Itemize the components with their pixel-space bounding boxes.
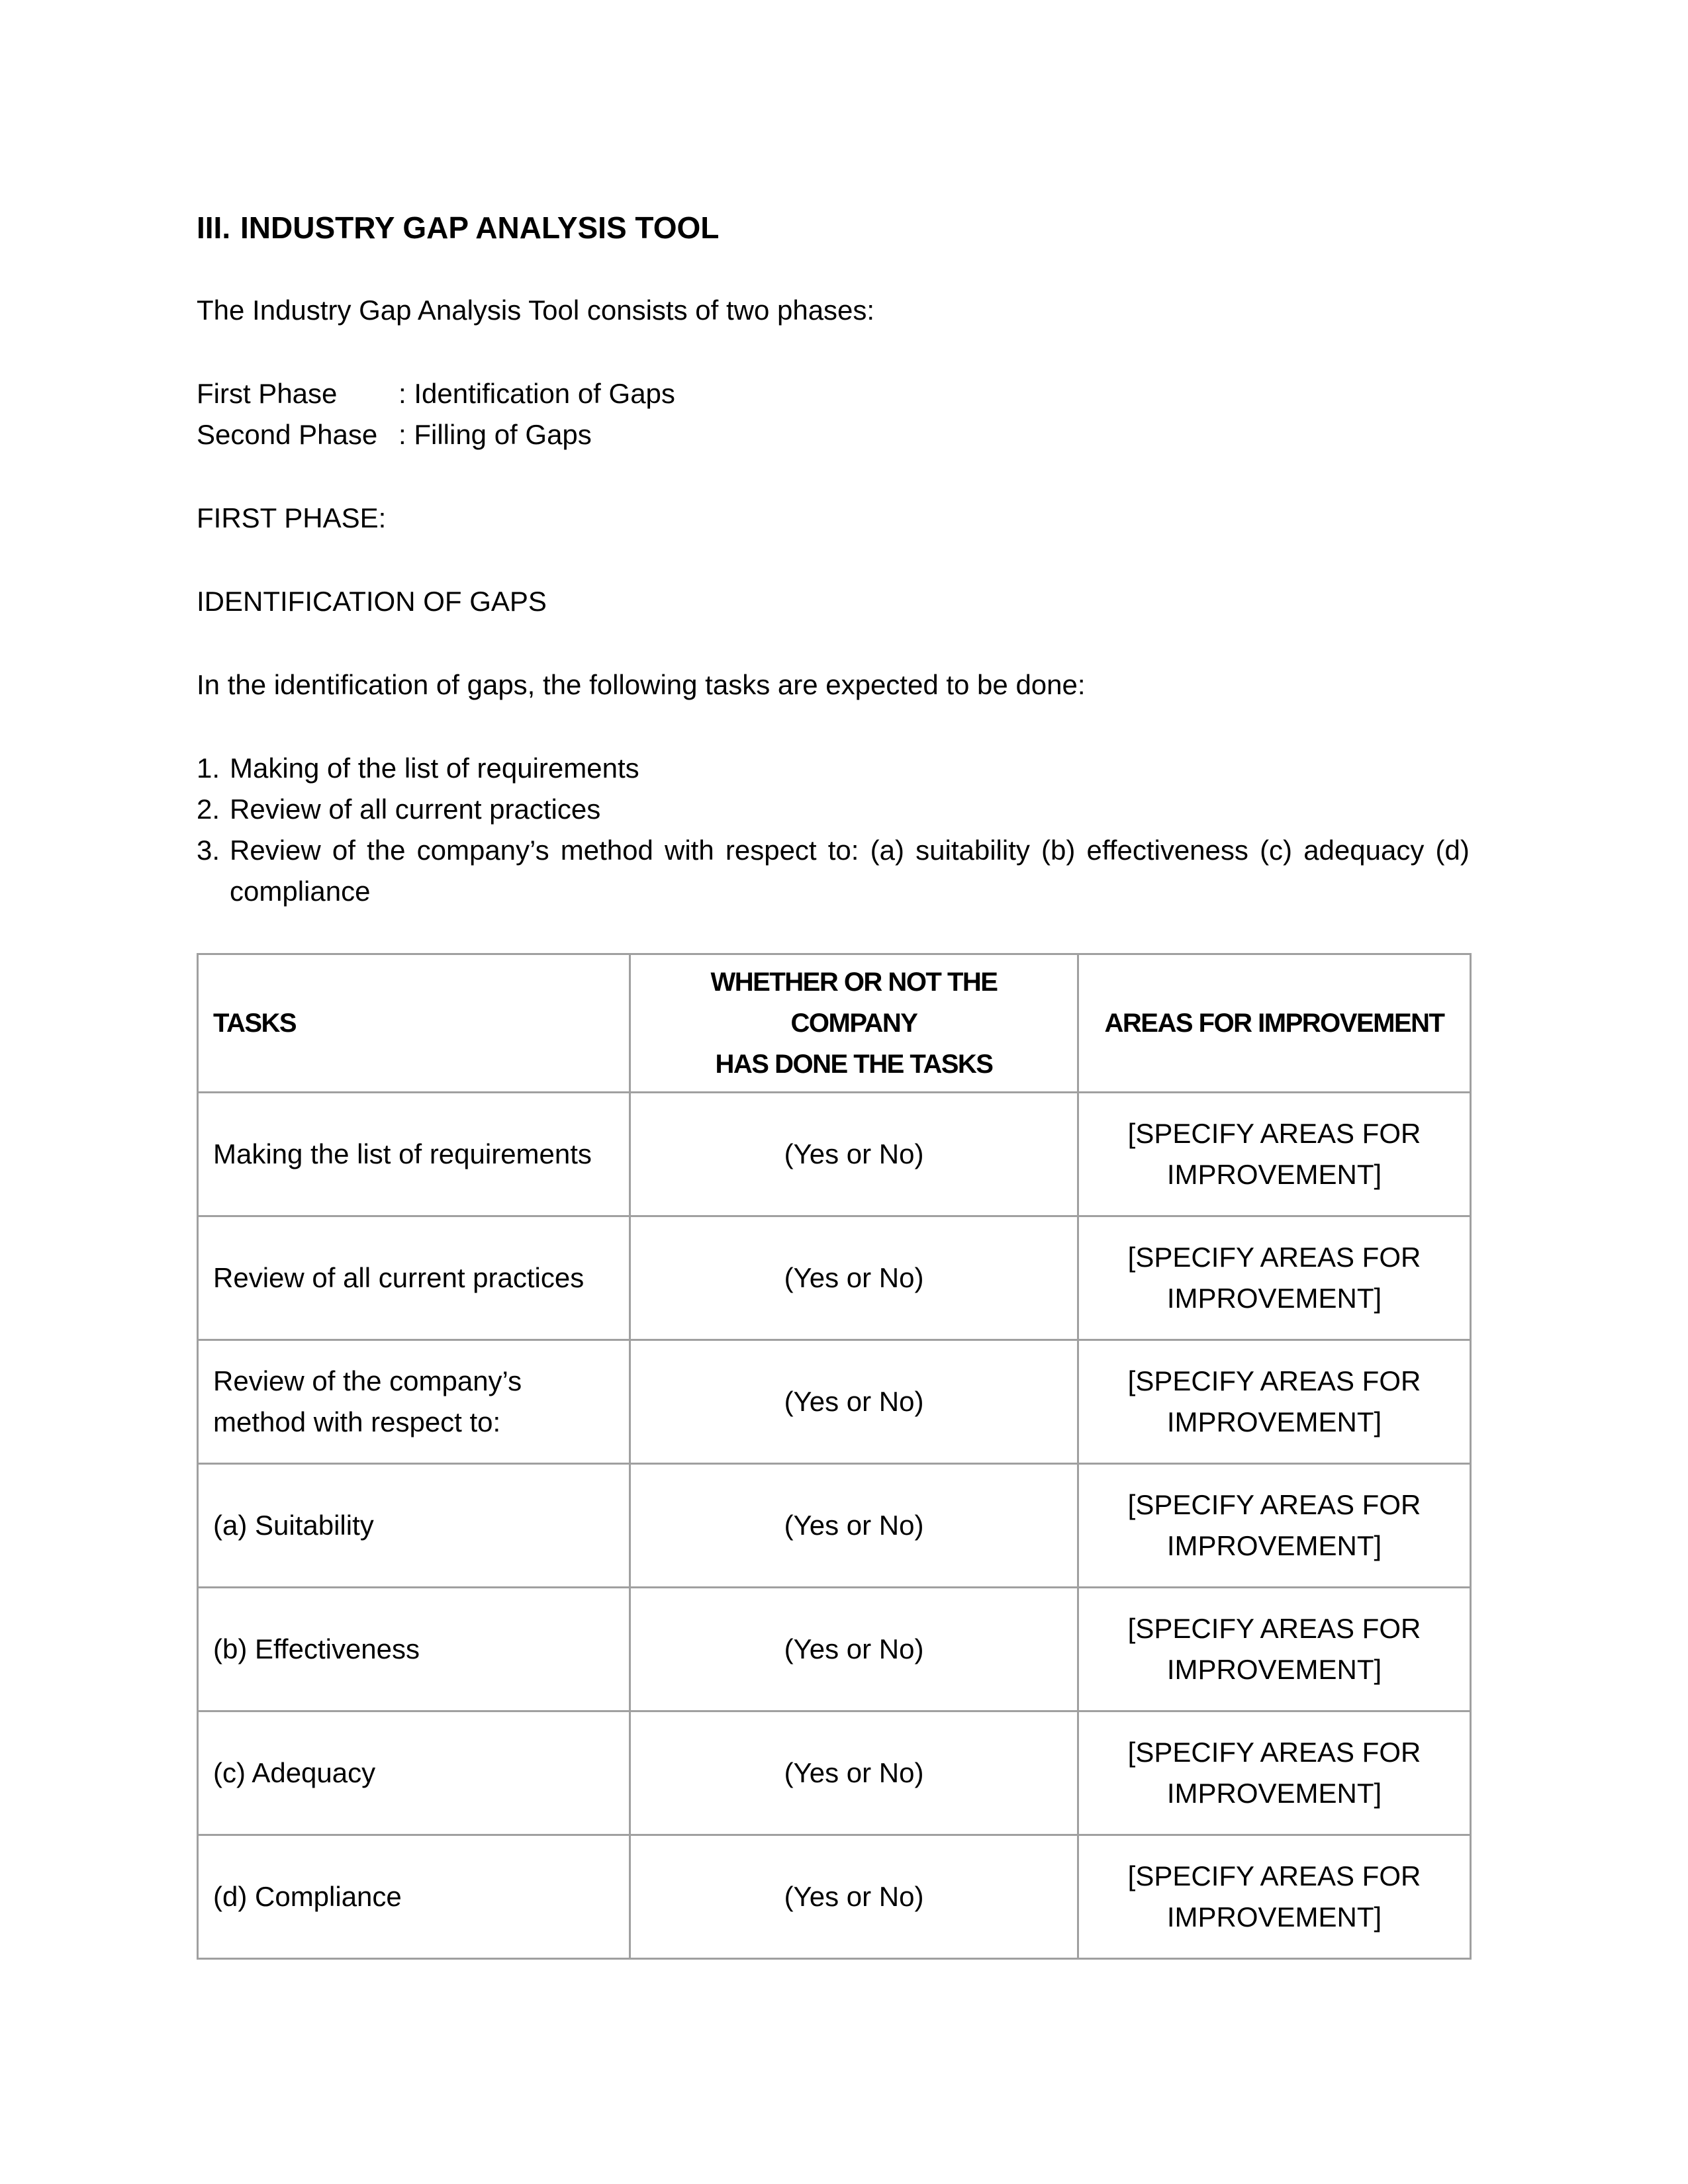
intro-paragraph: The Industry Gap Analysis Tool consists of two phases: — [197, 295, 875, 326]
task-item-text-line1: Review of the company’s method with respect to: (a) suitability (b) effectiveness (c) adequacy (d) — [230, 835, 1470, 866]
task-item-2 — [197, 789, 1470, 830]
header-company-done-line1: WHETHER OR NOT THE COMPANY — [710, 968, 998, 1038]
cell-done: (Yes or No) — [630, 1464, 1078, 1588]
phase-line-second — [197, 414, 1470, 455]
cell-done: (Yes or No) — [630, 1340, 1078, 1464]
cell-improvement: [SPECIFY AREAS FOR IMPROVEMENT] — [1078, 1588, 1471, 1711]
page-title-number: III. — [197, 210, 231, 245]
cell-improvement: [SPECIFY AREAS FOR IMPROVEMENT] — [1078, 1835, 1471, 1959]
header-areas-improvement: AREAS FOR IMPROVEMENT — [1078, 954, 1471, 1093]
task-item-number: 2. — [197, 794, 220, 825]
table-row — [198, 1216, 1471, 1340]
phase-value: : Filling of Gaps — [399, 419, 592, 450]
table-row — [198, 1464, 1471, 1588]
gap-analysis-table — [197, 953, 1472, 1960]
task-item-text-line2: compliance — [230, 876, 371, 907]
tasks-intro: In the identification of gaps, the following tasks are expected to be done: — [197, 669, 1086, 700]
task-item-text: Review of all current practices — [230, 794, 601, 825]
phase-label: Second Phase — [197, 419, 378, 450]
cell-improvement: [SPECIFY AREAS FOR IMPROVEMENT] — [1078, 1093, 1471, 1216]
table-row — [198, 1711, 1471, 1835]
cell-improvement: [SPECIFY AREAS FOR IMPROVEMENT] — [1078, 1464, 1471, 1588]
cell-task: Review of the company’s method with respect to: — [198, 1340, 630, 1464]
task-item-text: Making of the list of requirements — [230, 752, 639, 784]
first-phase-heading: FIRST PHASE: — [197, 502, 387, 533]
header-company-done-line2: HAS DONE THE TASKS — [715, 1050, 993, 1079]
table-row — [198, 1588, 1471, 1711]
table-header-row — [198, 954, 1471, 1093]
cell-done: (Yes or No) — [630, 1835, 1078, 1959]
table-row — [198, 1835, 1471, 1959]
page-title-text: INDUSTRY GAP ANALYSIS TOOL — [240, 210, 720, 245]
cell-task: (a) Suitability — [198, 1464, 630, 1588]
cell-improvement: [SPECIFY AREAS FOR IMPROVEMENT] — [1078, 1340, 1471, 1464]
phase-line-first — [197, 373, 1470, 414]
cell-task: Review of all current practices — [198, 1216, 630, 1340]
task-item-number: 1. — [197, 752, 220, 784]
task-item-3 — [197, 830, 1470, 912]
cell-task: (b) Effectiveness — [198, 1588, 630, 1711]
section-heading: IDENTIFICATION OF GAPS — [197, 586, 547, 617]
cell-done: (Yes or No) — [630, 1216, 1078, 1340]
table-row — [198, 1340, 1471, 1464]
header-tasks: TASKS — [198, 954, 630, 1093]
cell-task: Making the list of requirements — [198, 1093, 630, 1216]
task-item-number: 3. — [197, 835, 220, 866]
cell-done: (Yes or No) — [630, 1711, 1078, 1835]
phase-list — [197, 373, 1470, 455]
cell-improvement: [SPECIFY AREAS FOR IMPROVEMENT] — [1078, 1711, 1471, 1835]
task-item-1 — [197, 748, 1470, 789]
cell-done: (Yes or No) — [630, 1588, 1078, 1711]
task-list — [197, 748, 1470, 912]
cell-task: (c) Adequacy — [198, 1711, 630, 1835]
page-title — [197, 206, 1470, 249]
cell-improvement: [SPECIFY AREAS FOR IMPROVEMENT] — [1078, 1216, 1471, 1340]
table-row — [198, 1093, 1471, 1216]
cell-done: (Yes or No) — [630, 1093, 1078, 1216]
cell-task: (d) Compliance — [198, 1835, 630, 1959]
header-company-done — [630, 954, 1078, 1093]
phase-value: : Identification of Gaps — [399, 378, 675, 409]
phase-label: First Phase — [197, 378, 338, 409]
